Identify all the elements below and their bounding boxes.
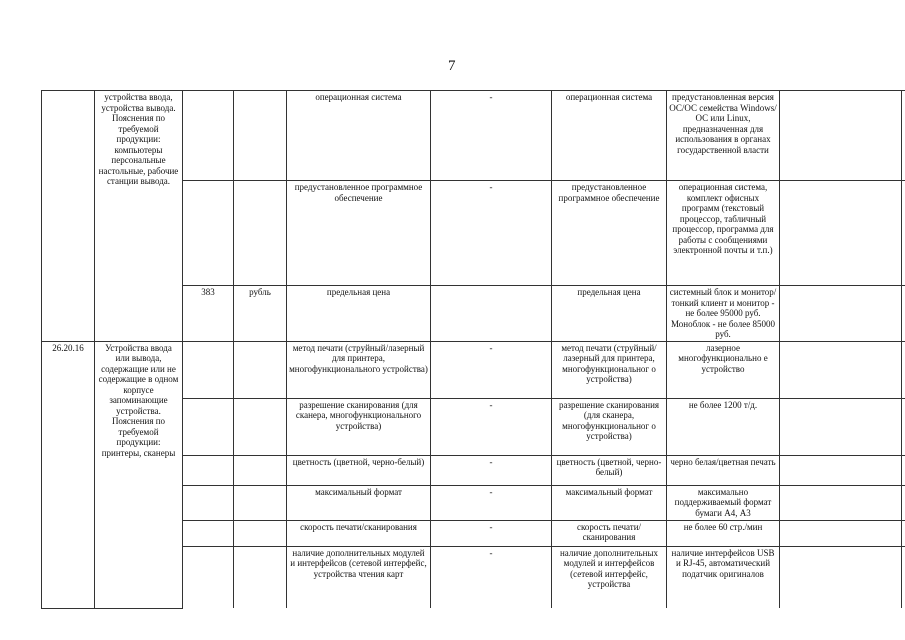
dash-cell: - [431,181,552,286]
characteristic-cell: операционная система [287,91,431,181]
value-cell: не более 1200 т/д. [667,398,780,455]
characteristic-cell: максимальный формат [552,485,667,520]
empty-cell [780,341,902,398]
characteristic-cell: разрешение сканирования (для сканера, многофункциональног о устройства) [552,398,667,455]
empty-cell [902,341,905,398]
empty-cell [902,546,905,608]
okpd-code-cell: 26.20.16 [42,341,95,608]
dash-cell: - [431,546,552,608]
unit-code-cell [183,181,234,286]
unit-code-cell [183,341,234,398]
empty-cell [780,485,902,520]
empty-cell [902,455,905,485]
characteristic-cell: предельная цена [552,286,667,342]
unit-name-cell [234,181,287,286]
characteristic-cell: наличие дополнительных модулей и интерфейсов (сетевой интерфейс, устройства чтения карт [287,546,431,608]
value-cell: операционная система, комплект офисных программ (текстовый процессор, табличный процессор, программа для работы с сообщениями электронной почты и т.п.) [667,181,780,286]
value-cell: предустановленная версия ОС/ОС семейства Windows/ОС или Linux, предназначенная для использования в органах государственной власти [667,91,780,181]
okpd-code-cell [42,91,95,342]
unit-code-cell [183,455,234,485]
characteristic-cell: метод печати (струйный/лазерный для принтера, многофункциональног о устройства) [552,341,667,398]
value-cell: лазерное многофункционально е устройство [667,341,780,398]
unit-name-cell [234,398,287,455]
characteristic-cell: операционная система [552,91,667,181]
unit-code-cell: 383 [183,286,234,342]
empty-cell [902,181,905,286]
empty-cell [780,91,902,181]
characteristic-cell: скорость печати/сканирования [552,520,667,546]
empty-cell [780,286,902,342]
empty-cell [902,520,905,546]
characteristic-cell: наличие дополнительных модулей и интерфейсов (сетевой интерфейс, устройства [552,546,667,608]
table-row [42,91,905,181]
unit-name-cell [234,520,287,546]
dash-cell: - [431,91,552,181]
empty-cell [780,181,902,286]
dash-cell: - [431,520,552,546]
unit-name-cell: рубль [234,286,287,342]
unit-name-cell [234,485,287,520]
characteristic-cell: скорость печати/сканирования [287,520,431,546]
dash-cell: - [431,455,552,485]
dash-cell: - [431,398,552,455]
unit-name-cell [234,546,287,608]
empty-cell [902,398,905,455]
product-description-cell: устройства ввода, устройства вывода. Пояснения по требуемой продукции: компьютеры персональные настольные, рабочие станции вывода. [95,91,183,342]
characteristic-cell: цветность (цветной, черно-белый) [552,455,667,485]
unit-code-cell [183,485,234,520]
value-cell: системный блок и монитор/тонкий клиент и монитор - не более 95000 руб. Моноблок - не более 85000 руб. [667,286,780,342]
empty-cell [780,398,902,455]
empty-cell [902,91,905,181]
unit-code-cell [183,398,234,455]
unit-code-cell [183,546,234,608]
characteristic-cell: максимальный формат [287,485,431,520]
unit-code-cell [183,91,234,181]
dash-cell: - [431,341,552,398]
characteristic-cell: разрешение сканирования (для сканера, многофункционального устройства) [287,398,431,455]
page-number: 7 [448,58,456,74]
unit-name-cell [234,455,287,485]
table-row [42,341,905,398]
empty-cell [902,485,905,520]
empty-cell [902,286,905,342]
characteristic-cell: предустановленное программное обеспечение [287,181,431,286]
product-description-cell: Устройства ввода или вывода, содержащие или не содержащие в одном корпусе запоминающие устройства. Пояснения по требуемой продукции: принтеры, сканеры [95,341,183,608]
empty-cell [780,546,902,608]
empty-cell [780,455,902,485]
characteristic-cell: предустановленное программное обеспечение [552,181,667,286]
characteristic-cell: предельная цена [287,286,431,342]
specification-table [41,90,905,609]
value-cell: максимально поддерживаемый формат бумаги А4, А3 [667,485,780,520]
value-cell: наличие интерфейсов USB и RJ-45, автоматический податчик оригиналов [667,546,780,608]
unit-name-cell [234,341,287,398]
characteristic-cell: метод печати (струйный/лазерный для принтера, многофункционального устройства) [287,341,431,398]
unit-name-cell [234,91,287,181]
dash-cell: - [431,485,552,520]
value-cell: не более 60 стр./мин [667,520,780,546]
empty-cell [780,520,902,546]
characteristic-cell: цветность (цветной, черно-белый) [287,455,431,485]
dash-cell [431,286,552,342]
value-cell: черно белая/цветная печать [667,455,780,485]
unit-code-cell [183,520,234,546]
